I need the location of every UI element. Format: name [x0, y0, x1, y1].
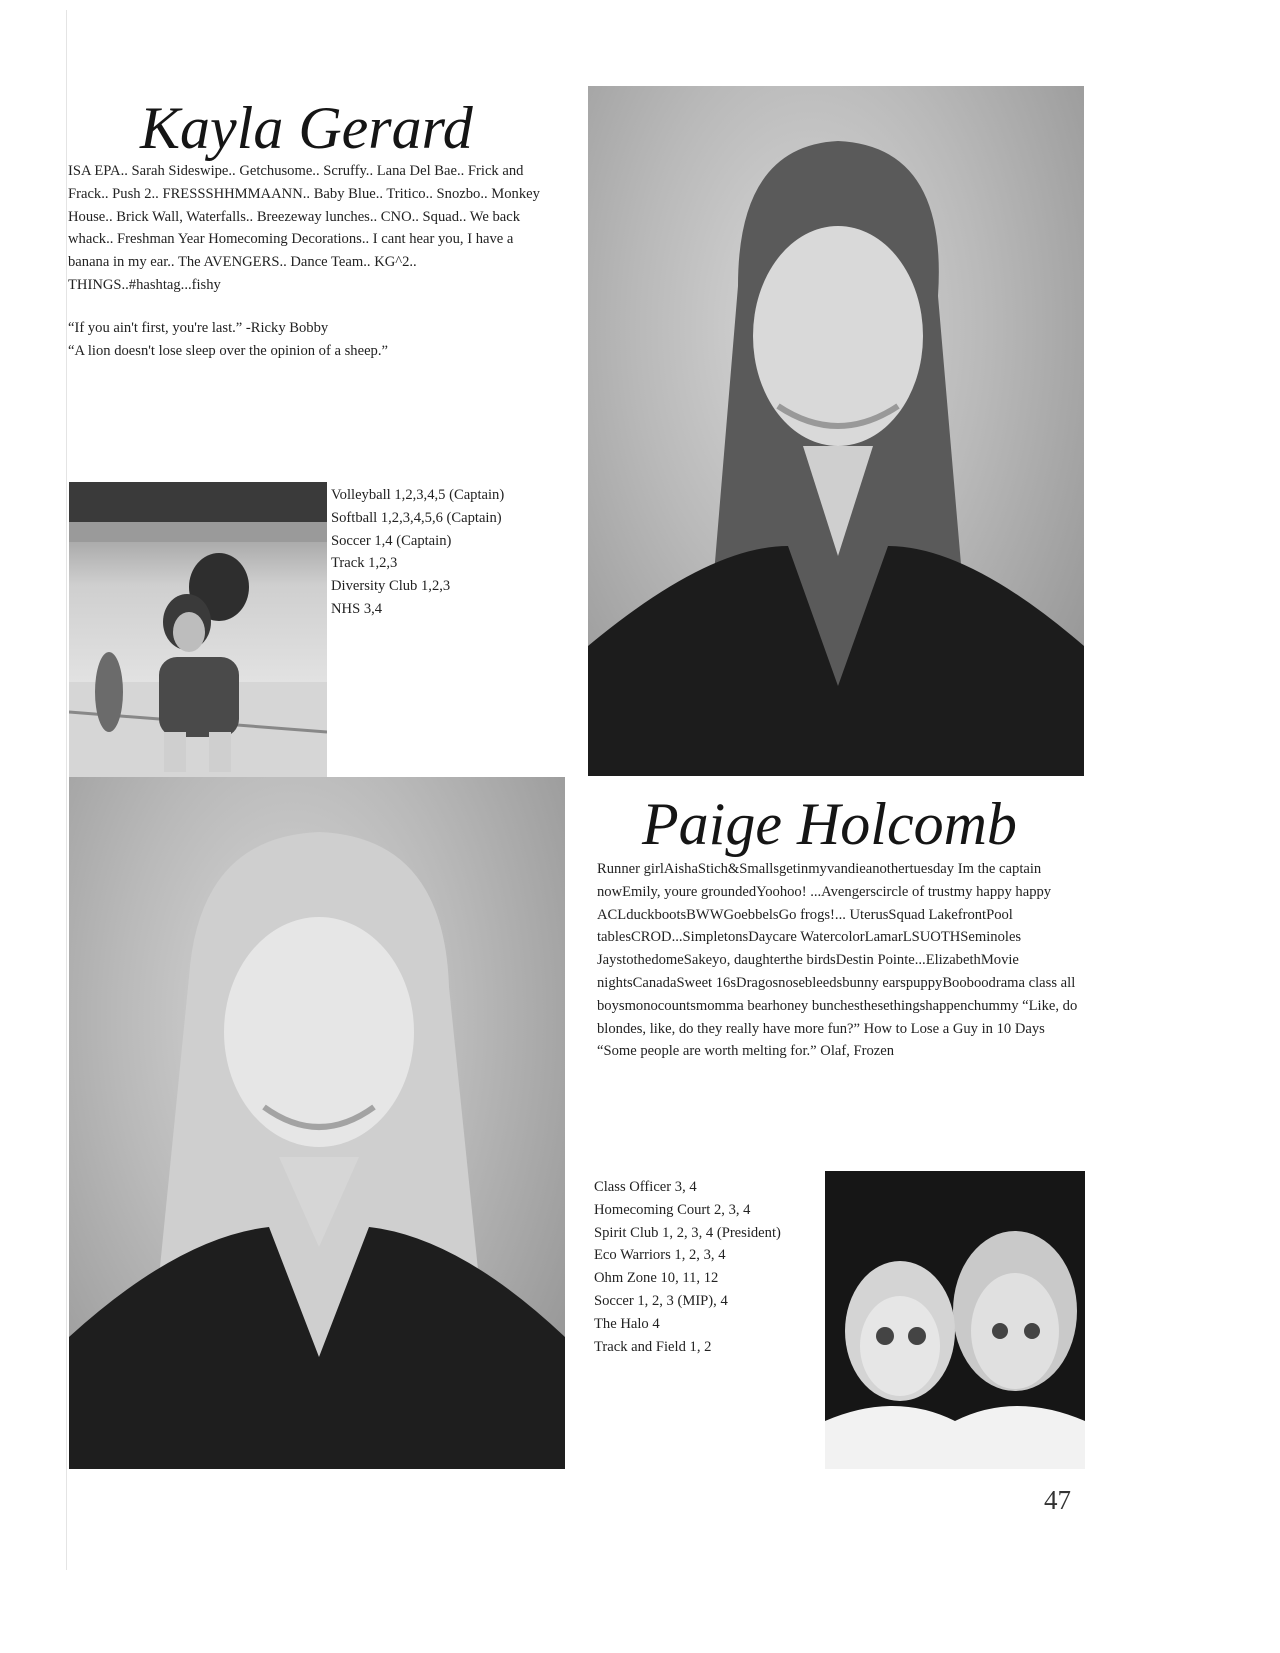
kayla-activities	[331, 484, 504, 621]
paige-activities	[594, 1176, 781, 1358]
paige-name-heading: Paige Holcomb	[642, 791, 1017, 857]
paige-activity: Homecoming Court 2, 3, 4	[594, 1201, 751, 1218]
paige-activity: Eco Warriors 1, 2, 3, 4	[594, 1247, 726, 1264]
kayla-activity: Softball 1,2,3,4,5,6 (Captain)	[331, 509, 502, 526]
paige-activity: The Halo 4	[594, 1315, 660, 1332]
kayla-activity: NHS 3,4	[331, 600, 383, 617]
paige-activity: Track and Field 1, 2	[594, 1338, 712, 1355]
paige-bio-text: Runner girlAishaStich&Smallsgetinmyvandieanothertuesday Im the captain nowEmily, youre groundedYoohoo! ...Avengerscircle of trustmy happy happy ACLduckbootsBWWGoebbelsGo frogs!... UterusSquad LakefrontPool tablesCROD...SimpletonsDaycare WatercolorLamarLSUOTHSeminoles JaystothedomeSakeyo, daughterthe birdsDestin Pointe...ElizabethMovie nightsCanadaSweet 16sDragosnosebleedsbunny earspuppyBooboodrama class all boysmonocountsmomma bearhoney bunchesthesethingshappenchummy “Like, do blondes, like, do they really have more fun?” How to Lose a Guy in 10 Days	[597, 861, 1078, 1037]
kayla-name-heading: Kayla Gerard	[140, 95, 473, 161]
paige-activity: Class Officer 3, 4	[594, 1179, 697, 1195]
paige-bio	[597, 858, 1083, 1063]
paige-portrait-image	[69, 777, 565, 1469]
kayla-quote-2: “A lion doesn't lose sleep over the opinion of a sheep.”	[68, 342, 388, 359]
kayla-activity: Volleyball 1,2,3,4,5 (Captain)	[331, 487, 505, 503]
paige-candid-image	[825, 1171, 1085, 1469]
kayla-candid-image	[69, 482, 327, 777]
kayla-bio-text: ISA EPA.. Sarah Sideswipe.. Getchusome.. Scruffy.. Lana Del Bae.. Frick and Frack.. Push 2.. FRESSSHHMMAANN.. Baby Blue.. Tritico.. Snozbo.. Monkey House.. Brick Wall, Waterfalls.. Breezeway lunches.. CNO.. Squad.. We back whack.. Freshman Year Homecoming Decorations.. I cant hear you, I have a banana in my ear.. The AVENGERS.. Dance Team.. KG^2.. THINGS..#hashtag...fishy	[68, 163, 540, 293]
kayla-activity: Diversity Club 1,2,3	[331, 578, 451, 595]
scan-edge-line	[66, 10, 67, 1570]
paige-activity: Ohm Zone 10, 11, 12	[594, 1270, 719, 1287]
paige-portrait-photo	[69, 777, 565, 1469]
kayla-bio	[68, 160, 554, 362]
paige-quote: “Some people are worth melting for.” Olaf, Frozen	[597, 1043, 895, 1060]
kayla-portrait-image	[588, 86, 1084, 776]
kayla-activity: Soccer 1,4 (Captain)	[331, 532, 452, 549]
kayla-candid-photo	[69, 482, 327, 777]
paige-activity: Spirit Club 1, 2, 3, 4 (President)	[594, 1224, 781, 1241]
paige-candid-photo	[825, 1171, 1085, 1469]
paige-activity: Soccer 1, 2, 3 (MIP), 4	[594, 1292, 728, 1309]
page-number: 47	[1044, 1485, 1071, 1515]
kayla-quote-1: “If you ain't first, you're last.” -Ricky Bobby	[68, 319, 329, 336]
kayla-portrait-photo	[588, 86, 1084, 776]
kayla-activity: Track 1,2,3	[331, 555, 398, 572]
